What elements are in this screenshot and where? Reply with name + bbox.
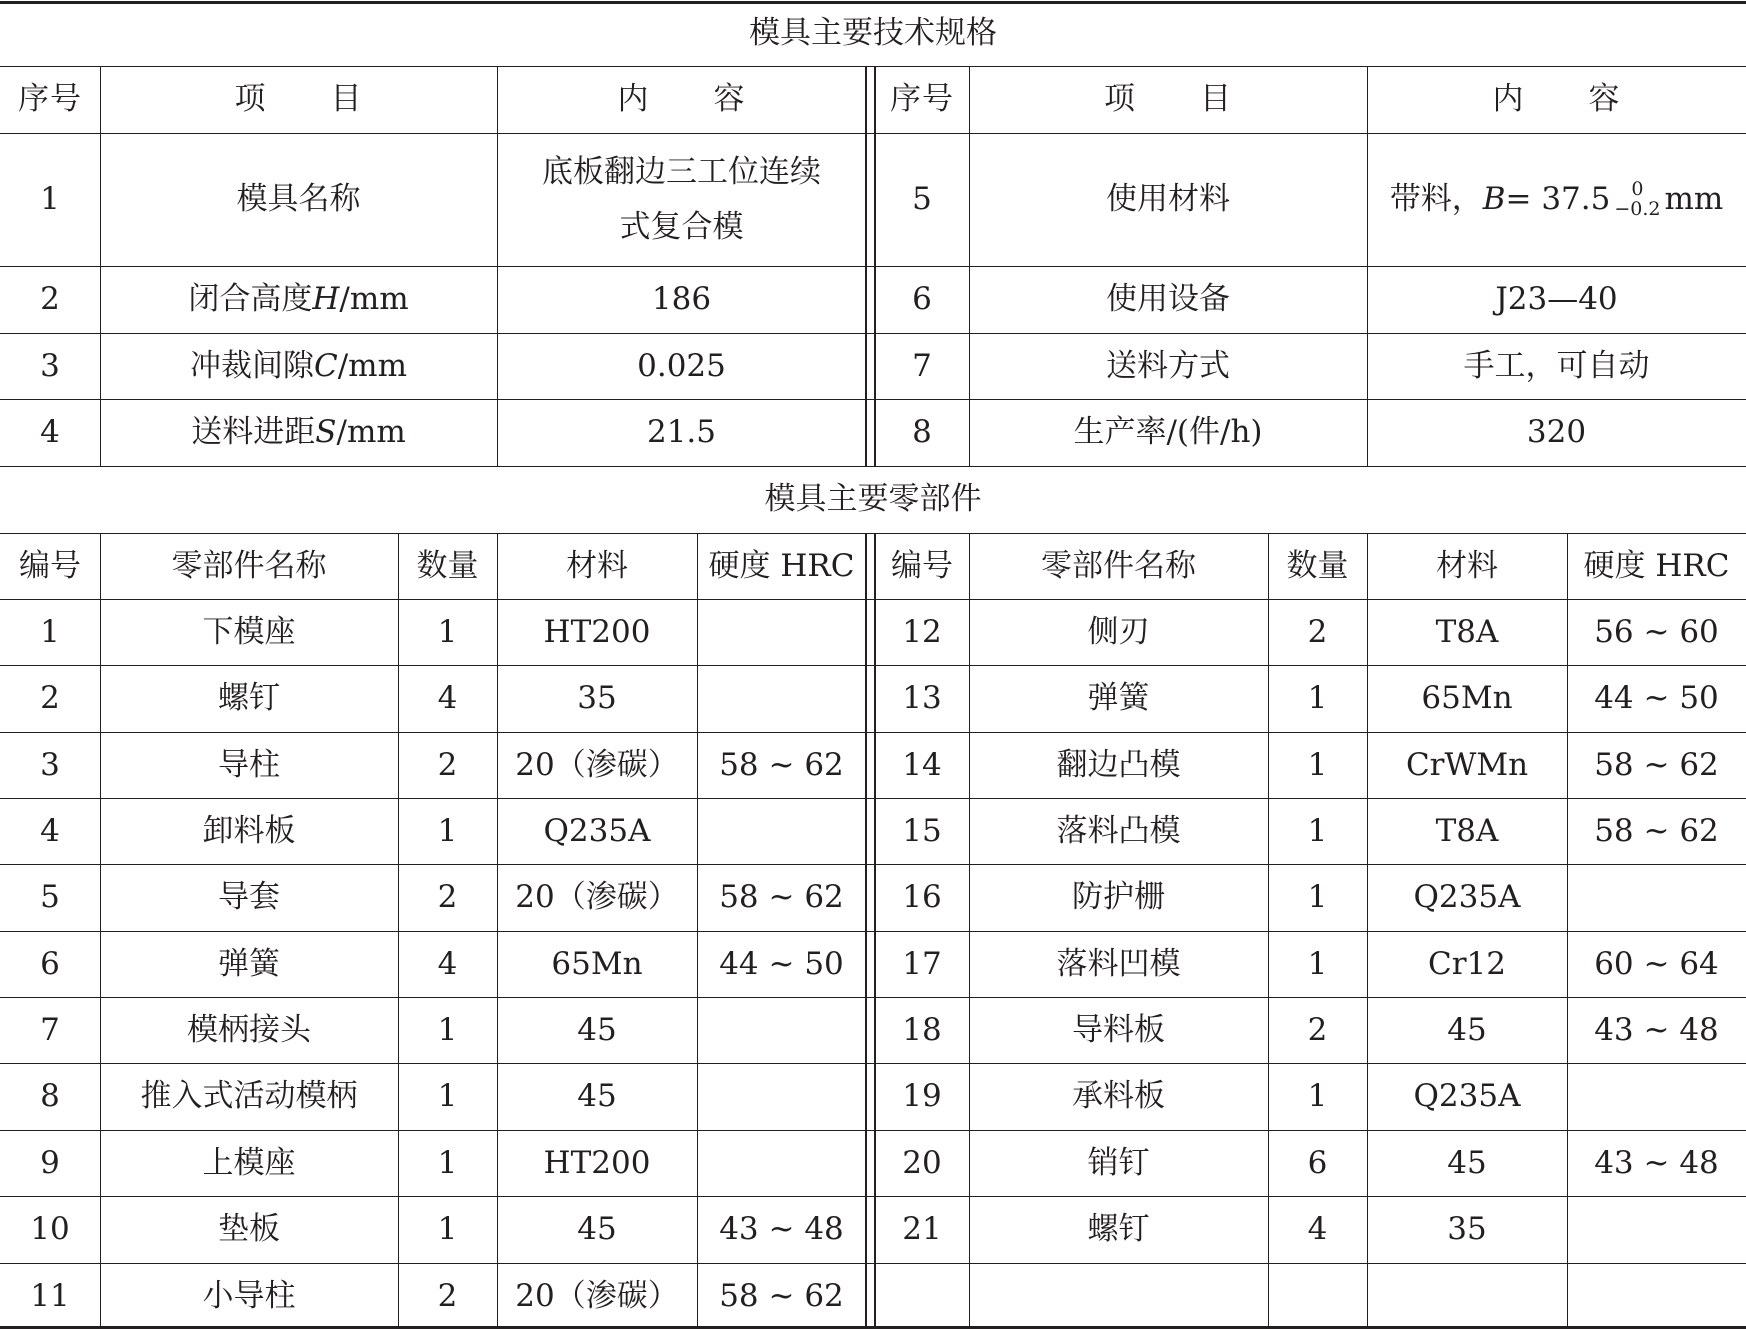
- parts-cell-no: 18: [902, 1011, 942, 1048]
- parts-cell-name: 螺钉: [1087, 1211, 1150, 1248]
- parts-cell-material: Q235A: [543, 812, 651, 849]
- parts-cell-qty: 1: [437, 1078, 458, 1115]
- spec-header-cell: 序号: [890, 81, 954, 118]
- parts-cell-hardness: 58 ~ 62: [719, 746, 844, 783]
- spec-table-title: 模具主要技术规格: [749, 14, 997, 51]
- parts-cell-name: 弹簧: [1087, 680, 1150, 717]
- parts-cell-no: 15: [902, 812, 942, 849]
- parts-cell-name: 导套: [218, 879, 280, 916]
- parts-cell-qty: 4: [437, 945, 458, 982]
- material-prefix: 带料，: [1389, 181, 1483, 218]
- parts-cell-name: 下模座: [202, 613, 296, 650]
- spec-cell-content: 186: [651, 281, 712, 318]
- parts-cell-hardness: 43 ~ 48: [1594, 1011, 1719, 1048]
- tolerance-lower: −0.2: [1614, 197, 1661, 220]
- parts-cell-hardness: 56 ~ 60: [1594, 613, 1719, 650]
- parts-header-cell: 零部件名称: [171, 547, 327, 584]
- material-value-cell: [1367, 133, 1746, 266]
- spec-cell-content2: 手工，可自动: [1463, 347, 1650, 384]
- parts-cell-no: 14: [902, 746, 942, 783]
- parts-cell-hardness: 60 ~ 64: [1594, 945, 1719, 982]
- parts-cell-name: 小导柱: [202, 1277, 296, 1314]
- item-variable: H: [312, 281, 340, 318]
- parts-cell-qty: 1: [1307, 680, 1328, 717]
- spec-header-cell: 内 容: [617, 81, 746, 118]
- parts-cell-material: 65Mn: [1421, 680, 1513, 717]
- spec-cell-item: [100, 399, 497, 466]
- tolerance-upper: 0: [1631, 177, 1644, 200]
- parts-cell-no: 21: [902, 1211, 942, 1248]
- parts-cell-no: 19: [902, 1078, 942, 1115]
- parts-cell-no: 11: [30, 1277, 70, 1314]
- spec-cell-content: 0.025: [637, 347, 726, 384]
- parts-header-cell: 数量: [416, 547, 479, 584]
- parts-cell-qty: 6: [1307, 1144, 1328, 1181]
- parts-cell-hardness: 44 ~ 50: [1594, 680, 1719, 717]
- spec-cell-item: [100, 266, 497, 333]
- parts-table-title: 模具主要零部件: [764, 481, 982, 518]
- parts-cell-material: 45: [577, 1078, 617, 1115]
- parts-cell-hardness: 58 ~ 62: [1594, 746, 1719, 783]
- parts-cell-hardness: 58 ~ 62: [1594, 812, 1719, 849]
- material-tolerance: [1614, 177, 1661, 220]
- parts-cell-material: T8A: [1435, 613, 1499, 650]
- parts-cell-name: 导料板: [1072, 1011, 1165, 1048]
- spec-header-cell: 序号: [18, 81, 82, 118]
- parts-cell-no: 17: [902, 945, 942, 982]
- spec-cell-no: 2: [40, 281, 60, 318]
- parts-cell-name: 螺钉: [218, 680, 280, 717]
- spec-cell-no2: 6: [912, 281, 932, 318]
- item-unit: /mm: [336, 414, 406, 451]
- spec-cell-item: [100, 333, 497, 399]
- parts-cell-no: 7: [40, 1011, 60, 1048]
- parts-cell-no: 16: [902, 879, 942, 916]
- spec-cell-no: 3: [40, 347, 60, 384]
- parts-cell-material: 20（渗碳）: [515, 879, 679, 916]
- spec-header-cell: 内 容: [1492, 81, 1621, 118]
- parts-cell-no: 3: [40, 746, 60, 783]
- parts-header-cell: 零部件名称: [1041, 547, 1196, 584]
- parts-cell-material: 20（渗碳）: [515, 746, 679, 783]
- spec-cell-item2: 送料方式: [1106, 347, 1230, 384]
- spec-cell-content2: J23—40: [1495, 281, 1618, 318]
- parts-header-cell: 硬度 HRC: [1583, 547, 1730, 584]
- parts-cell-no: 6: [40, 945, 60, 982]
- item-unit: /mm: [339, 281, 409, 318]
- parts-cell-no: 4: [40, 812, 60, 849]
- parts-cell-qty: 1: [1307, 1078, 1328, 1115]
- spec-header-cell: 项 目: [234, 81, 363, 118]
- parts-header-cell: 材料: [1436, 547, 1498, 584]
- parts-cell-material: Q235A: [1413, 1078, 1521, 1115]
- parts-cell-name: 翻边凸模: [1056, 746, 1181, 783]
- parts-cell-qty: 1: [1307, 879, 1328, 916]
- parts-cell-material: T8A: [1435, 812, 1499, 849]
- parts-cell-material: HT200: [543, 613, 651, 650]
- spec-cell-item2: 使用材料: [1106, 181, 1230, 218]
- item-text: 闭合高度: [188, 281, 313, 318]
- parts-cell-material: 65Mn: [551, 945, 643, 982]
- parts-header-cell: 编号: [891, 547, 953, 584]
- parts-cell-hardness: 58 ~ 62: [719, 879, 844, 916]
- parts-cell-qty: 2: [437, 1277, 458, 1314]
- parts-cell-material: CrWMn: [1405, 746, 1529, 783]
- parts-cell-no: 8: [40, 1078, 60, 1115]
- parts-cell-name: 承料板: [1072, 1078, 1165, 1115]
- item-variable: S: [315, 414, 337, 451]
- parts-cell-name: 卸料板: [202, 812, 296, 849]
- parts-cell-material: Q235A: [1413, 879, 1521, 916]
- parts-cell-qty: 1: [437, 812, 458, 849]
- parts-cell-qty: 1: [437, 1144, 458, 1181]
- parts-cell-no: 20: [902, 1144, 942, 1181]
- parts-cell-qty: 2: [437, 746, 458, 783]
- parts-cell-material: 20（渗碳）: [515, 1277, 679, 1314]
- parts-header-cell: 材料: [566, 547, 628, 584]
- parts-cell-name: 上模座: [202, 1144, 296, 1181]
- parts-cell-hardness: 58 ~ 62: [719, 1277, 844, 1314]
- parts-cell-qty: 1: [437, 613, 458, 650]
- parts-cell-material: Cr12: [1428, 945, 1506, 982]
- parts-cell-hardness: 43 ~ 48: [1594, 1144, 1719, 1181]
- parts-header-cell: 数量: [1286, 547, 1349, 584]
- parts-cell-material: HT200: [543, 1144, 651, 1181]
- spec-cell-content: 底板翻边三工位连续式复合模: [542, 154, 821, 245]
- parts-cell-material: 45: [1447, 1011, 1487, 1048]
- material-eq: = 37.5: [1505, 181, 1611, 218]
- parts-cell-qty: 2: [1307, 613, 1328, 650]
- parts-cell-qty: 1: [1307, 746, 1328, 783]
- parts-cell-no: 5: [40, 879, 60, 916]
- parts-cell-hardness: 43 ~ 48: [719, 1211, 844, 1248]
- material-unit: mm: [1664, 181, 1724, 218]
- spec-cell-no2: 5: [912, 181, 932, 218]
- material-var: B: [1482, 181, 1506, 218]
- parts-cell-material: 35: [1447, 1211, 1487, 1248]
- spec-cell-no2: 7: [912, 347, 932, 384]
- parts-cell-qty: 1: [1307, 945, 1328, 982]
- item-text: 冲裁间隙: [190, 347, 314, 384]
- parts-cell-name: 落料凹模: [1056, 945, 1181, 982]
- parts-cell-material: 45: [577, 1011, 617, 1048]
- parts-cell-material: 45: [577, 1211, 617, 1248]
- item-text: 送料进距: [191, 414, 316, 451]
- parts-cell-name: 销钉: [1087, 1144, 1150, 1181]
- parts-cell-qty: 1: [437, 1011, 458, 1048]
- parts-cell-qty: 1: [1307, 812, 1328, 849]
- item-unit: /mm: [337, 347, 407, 384]
- parts-cell-name: 防护栅: [1072, 879, 1165, 916]
- parts-cell-no: 9: [40, 1144, 60, 1181]
- spec-cell-content: 21.5: [646, 414, 717, 451]
- parts-cell-name: 推入式活动模柄: [140, 1078, 358, 1115]
- spec-cell-no2: 8: [912, 414, 932, 451]
- parts-cell-qty: 4: [1307, 1211, 1328, 1248]
- parts-cell-no: 1: [40, 613, 60, 650]
- spec-cell-no: 1: [40, 181, 60, 218]
- parts-header-cell: 编号: [19, 547, 81, 584]
- spec-cell-item: 模具名称: [236, 181, 361, 218]
- parts-header-cell: 硬度 HRC: [708, 547, 855, 584]
- spec-cell-item2: 生产率/(件/h): [1073, 414, 1263, 451]
- parts-cell-qty: 2: [437, 879, 458, 916]
- parts-cell-qty: 2: [1307, 1011, 1328, 1048]
- parts-cell-name: 模柄接头: [187, 1011, 311, 1048]
- parts-cell-no: 2: [40, 680, 60, 717]
- parts-cell-name: 侧刃: [1087, 613, 1150, 650]
- parts-cell-material: 45: [1447, 1144, 1487, 1181]
- spec-cell-item2: 使用设备: [1106, 281, 1230, 318]
- parts-cell-hardness: 44 ~ 50: [719, 945, 844, 982]
- parts-cell-name: 弹簧: [218, 945, 280, 982]
- parts-cell-no: 10: [30, 1211, 70, 1248]
- item-variable: C: [314, 347, 338, 384]
- parts-cell-no: 12: [902, 613, 942, 650]
- parts-cell-qty: 1: [437, 1211, 458, 1248]
- parts-cell-name: 导柱: [218, 746, 280, 783]
- spec-cell-content2: 320: [1526, 414, 1587, 451]
- parts-cell-material: 35: [577, 680, 617, 717]
- spec-header-cell: 项 目: [1104, 81, 1232, 118]
- parts-cell-no: 13: [902, 680, 942, 717]
- parts-cell-name: 落料凸模: [1056, 812, 1181, 849]
- spec-cell-no: 4: [40, 414, 60, 451]
- parts-cell-name: 垫板: [218, 1211, 280, 1248]
- parts-cell-qty: 4: [437, 680, 458, 717]
